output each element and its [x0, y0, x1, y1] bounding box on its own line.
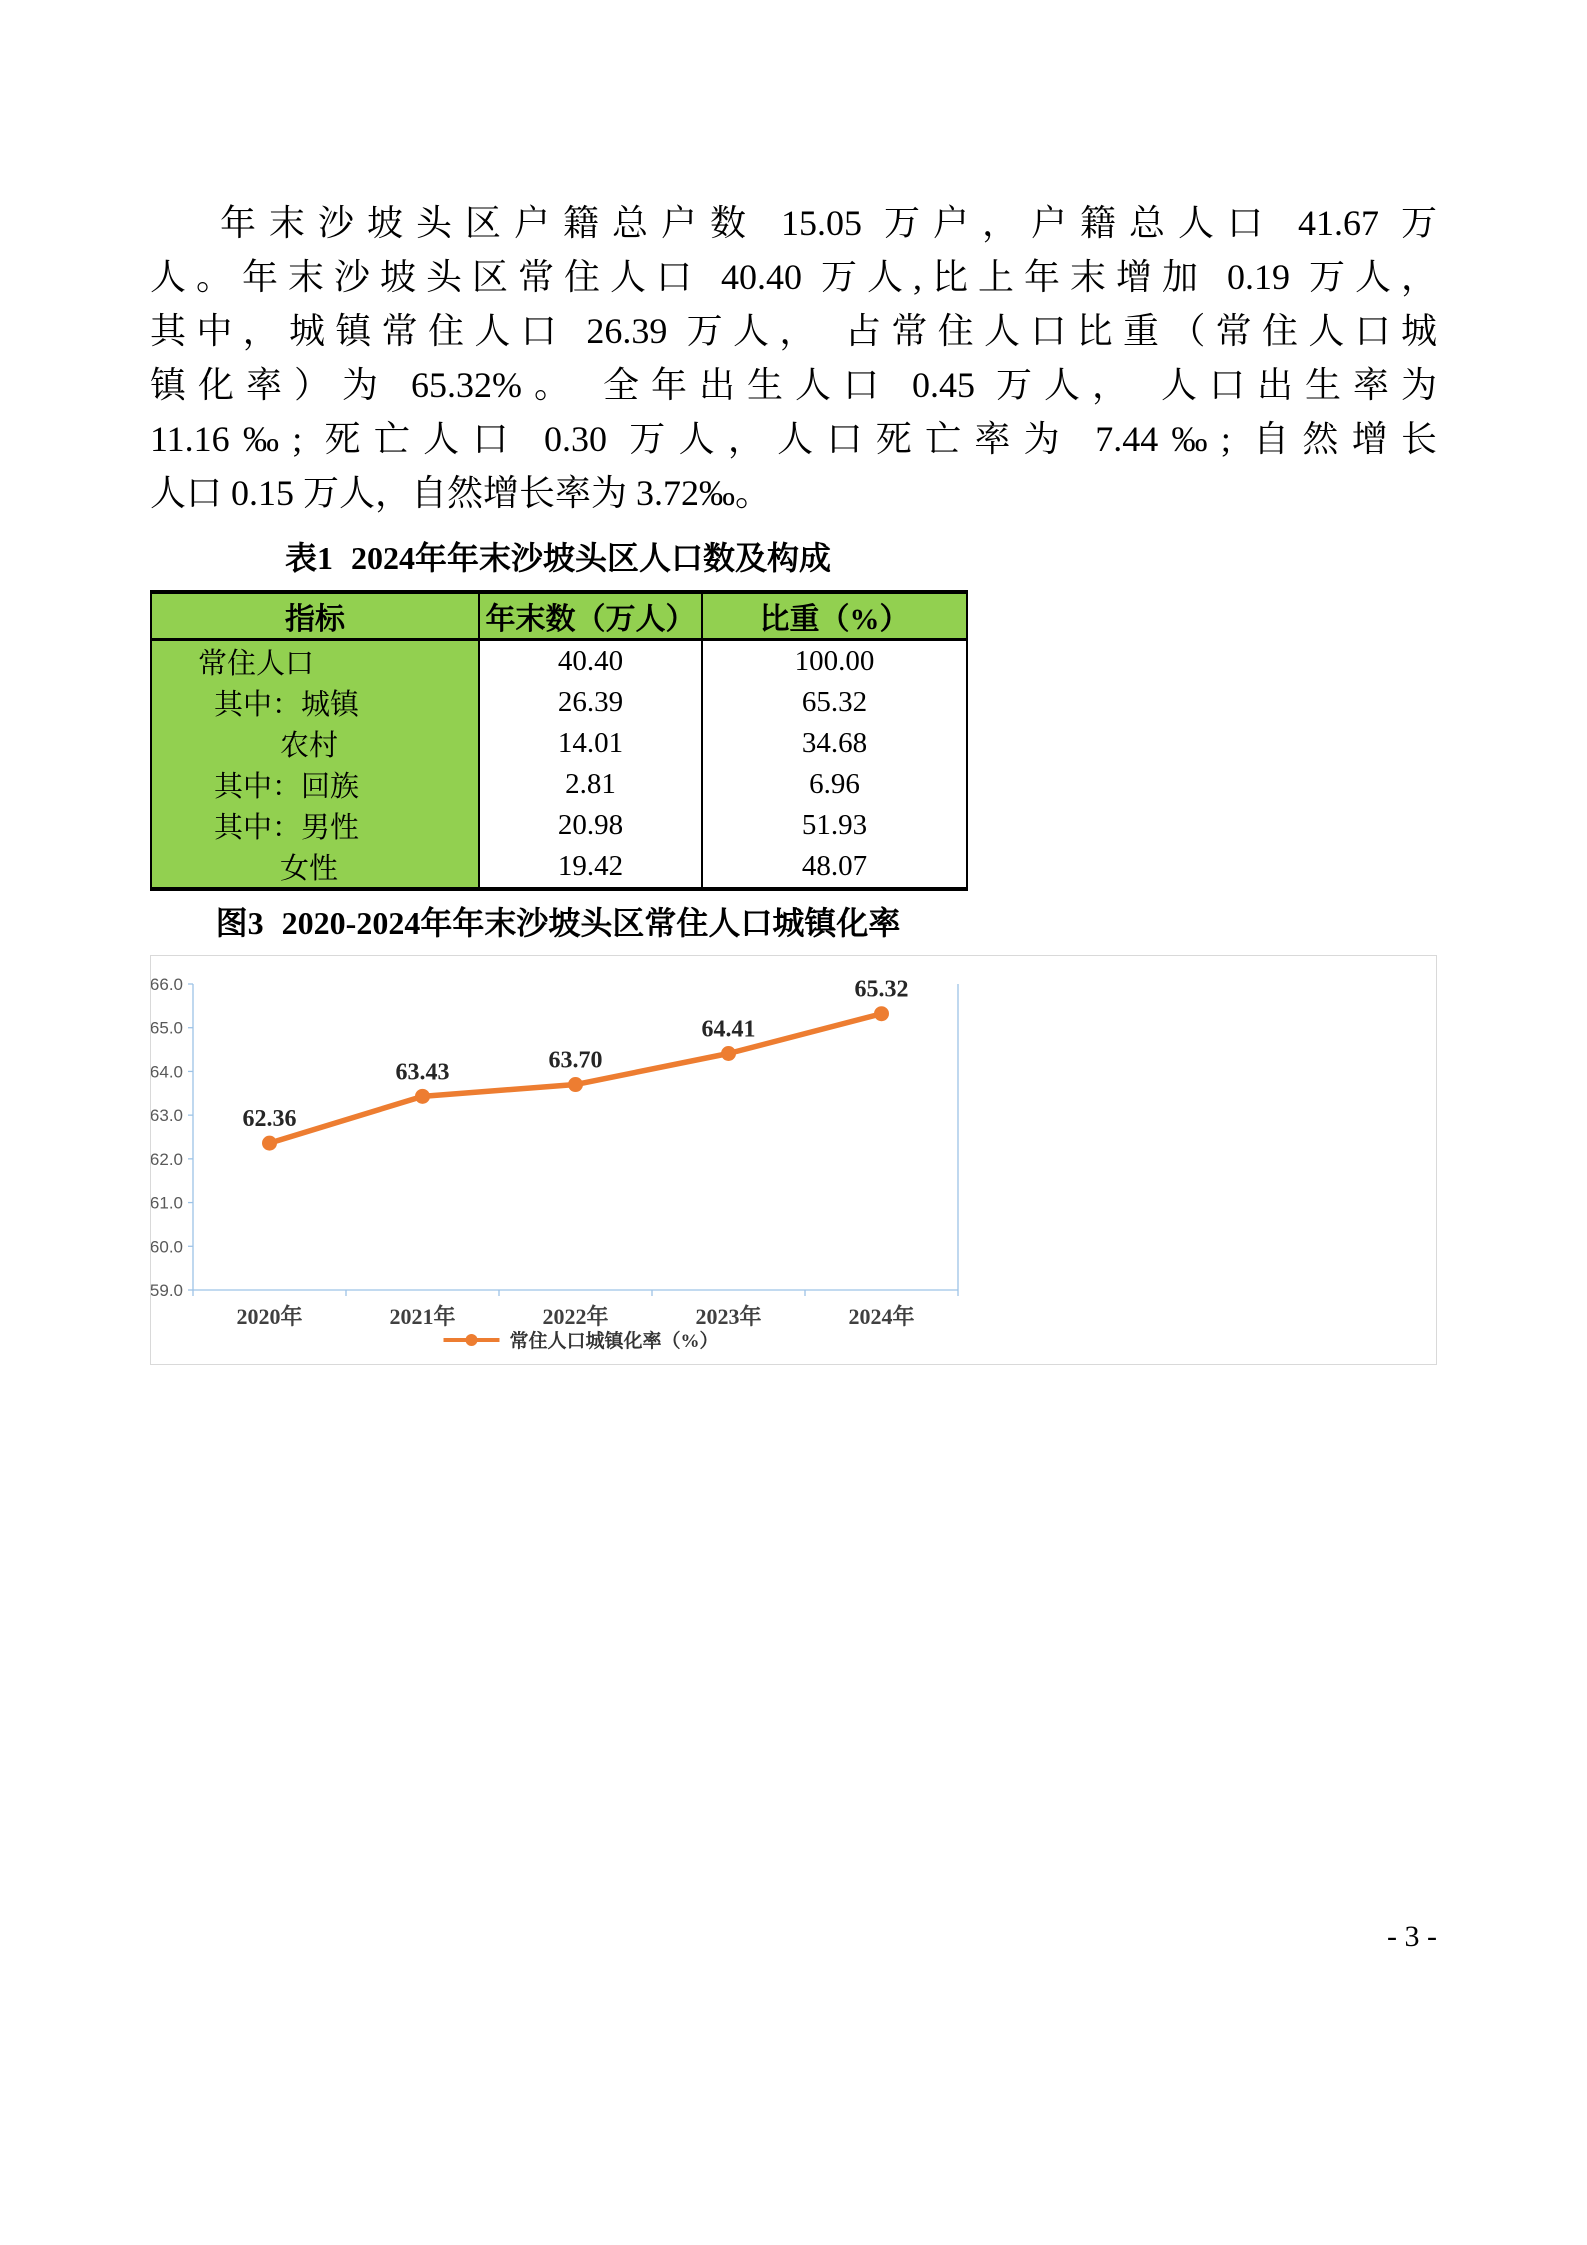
table-header-indicator: 指标 [151, 592, 479, 640]
svg-text:2021年: 2021年 [389, 1304, 456, 1329]
table-header-row [151, 592, 967, 640]
figure-caption [150, 901, 966, 945]
svg-text:65.0: 65.0 [151, 1018, 183, 1038]
urbanization-chart [150, 955, 1437, 1365]
figure-caption-label: 图3 [215, 905, 264, 941]
table-cell-value: 40.40 [479, 640, 702, 683]
page-content [150, 196, 1437, 1365]
svg-text:2023年: 2023年 [695, 1304, 762, 1329]
table-row [151, 805, 967, 846]
table-row [151, 682, 967, 723]
population-table [150, 590, 968, 891]
svg-text:2024年: 2024年 [848, 1304, 915, 1329]
urbanization-line-chart-svg [151, 956, 1436, 1364]
svg-text:63.0: 63.0 [151, 1106, 183, 1126]
svg-text:62.36: 62.36 [242, 1106, 297, 1133]
svg-text:66.0: 66.0 [151, 975, 183, 994]
table-row [151, 764, 967, 805]
svg-text:2020年: 2020年 [236, 1304, 303, 1329]
table-cell-value: 2.81 [479, 764, 702, 805]
table-cell-value: 26.39 [479, 682, 702, 723]
svg-text:59.0: 59.0 [151, 1281, 183, 1300]
paragraph-line: 其中，城镇常住人口 26.39 万人， 占常住人口比重（常住人口城 [150, 311, 1437, 351]
svg-text:63.43: 63.43 [395, 1059, 450, 1086]
table-cell-share: 34.68 [702, 723, 967, 764]
table-caption [150, 536, 966, 580]
table-cell-share: 48.07 [702, 846, 967, 889]
svg-text:64.41: 64.41 [701, 1016, 756, 1043]
table-cell-indicator: 其中：男性 [151, 805, 479, 846]
paragraph-line: 镇化率）为 65.32%。 全年出生人口 0.45 万人， 人口出生率为 [150, 365, 1437, 405]
svg-text:60.0: 60.0 [151, 1237, 183, 1257]
table-cell-share: 51.93 [702, 805, 967, 846]
svg-text:65.32: 65.32 [854, 976, 909, 1003]
table-cell-share: 100.00 [702, 640, 967, 683]
table-row [151, 846, 967, 889]
table-row [151, 723, 967, 764]
table-cell-indicator: 农村 [151, 723, 479, 764]
table-cell-value: 20.98 [479, 805, 702, 846]
table-cell-indicator: 其中：城镇 [151, 682, 479, 723]
table-caption-title: 2024年年末沙坡头区人口数及构成 [351, 540, 832, 576]
paragraph-line: 人。年末沙坡头区常住人口 40.40 万人,比上年末增加 0.19 万人， [150, 257, 1437, 297]
svg-text:64.0: 64.0 [151, 1062, 183, 1082]
svg-text:62.0: 62.0 [151, 1149, 183, 1169]
table-header-year-end: 年末数（万人） [479, 592, 702, 640]
svg-text:2022年: 2022年 [542, 1304, 609, 1329]
table-cell-value: 14.01 [479, 723, 702, 764]
page-number: - 3 - [1387, 1920, 1437, 1953]
table-cell-share: 65.32 [702, 682, 967, 723]
svg-text:61.0: 61.0 [151, 1193, 183, 1213]
paragraph-line: 11.16‰; 死亡人口 0.30 万人，人口死亡率为 7.44‰; 自然增长 [150, 419, 1437, 459]
svg-text:63.70: 63.70 [548, 1047, 603, 1074]
paragraph-line: 人口 0.15 万人，自然增长率为 3.72‰。 [150, 473, 772, 513]
table-cell-indicator: 女性 [151, 846, 479, 889]
table-cell-indicator: 其中：回族 [151, 764, 479, 805]
body-paragraph [150, 196, 1437, 520]
table-row [151, 640, 967, 683]
table-cell-share: 6.96 [702, 764, 967, 805]
svg-text:常住人口城镇化率（%）: 常住人口城镇化率（%） [509, 1331, 719, 1352]
table-cell-value: 19.42 [479, 846, 702, 889]
table-caption-label: 表1 [284, 540, 333, 576]
table-cell-indicator: 常住人口 [151, 640, 479, 683]
figure-caption-title: 2020-2024年年末沙坡头区常住人口城镇化率 [281, 905, 901, 941]
table-header-share: 比重（%） [702, 592, 967, 640]
paragraph-line: 年末沙坡头区户籍总户数 15.05 万户，户籍总人口 41.67 万 [220, 203, 1437, 243]
